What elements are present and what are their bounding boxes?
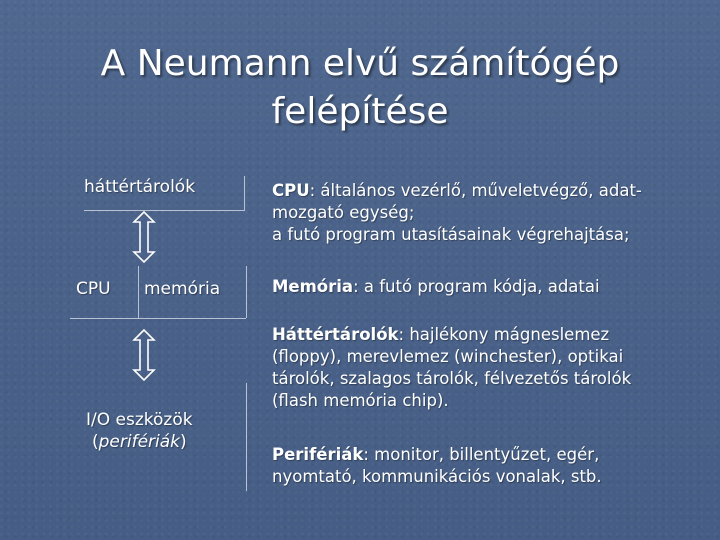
double-arrow-icon bbox=[132, 329, 156, 381]
memoria-description bbox=[272, 276, 692, 298]
cpu-memoria-divider bbox=[138, 266, 139, 318]
hattertarolok-desc-line1 bbox=[272, 324, 692, 346]
hattertarolok-desc-text1: : hajlékony mágneslemez bbox=[398, 325, 610, 344]
cpu-description bbox=[272, 180, 692, 246]
periferiak-description bbox=[272, 444, 692, 488]
hattertarolok-desc-line4: (flash memória chip). bbox=[272, 391, 449, 410]
hattertarolok-box bbox=[84, 176, 245, 211]
periferiak-close-paren: ) bbox=[180, 432, 187, 452]
periferiak-open-paren: ( bbox=[92, 432, 99, 452]
hattertarolok-desc-line2: (floppy), merevlemez (winchester), optikai bbox=[272, 347, 624, 366]
cpu-memoria-right-border bbox=[246, 266, 247, 318]
double-arrow-icon bbox=[132, 211, 156, 263]
slide-title bbox=[60, 40, 660, 136]
cpu-desc-text1: : általános vezérlő, műveletvégző, adat- bbox=[309, 181, 642, 200]
hattertarolok-term: Háttértárolók bbox=[272, 325, 399, 344]
periferiak-desc-text1: : monitor, billentyűzet, egér, bbox=[363, 445, 600, 464]
periferiak-italic: perifériák bbox=[98, 432, 181, 452]
cpu-label: CPU bbox=[76, 279, 111, 299]
hattertarolok-description bbox=[272, 324, 692, 412]
io-label: I/O eszközök bbox=[86, 410, 193, 430]
periferiak-term: Perifériák bbox=[272, 445, 364, 464]
periferiak-desc-line1 bbox=[272, 444, 692, 466]
memoria-term: Memória bbox=[272, 277, 354, 296]
hattertarolok-desc-line3: tárolók, szalagos tárolók, félvezetős tárolók bbox=[272, 369, 632, 388]
memoria-desc-text: : a futó program kódja, adatai bbox=[353, 277, 600, 296]
io-box-right-border bbox=[246, 383, 247, 491]
periferiak-diagram-label bbox=[92, 432, 187, 452]
memoria-desc-line bbox=[272, 276, 692, 298]
hattertarolok-label: háttértárolók bbox=[84, 177, 196, 197]
memoria-label: memória bbox=[144, 279, 221, 299]
cpu-desc-line2: mozgató egység; bbox=[272, 203, 415, 222]
cpu-term: CPU bbox=[272, 181, 310, 200]
slide-title-line2: felépítése bbox=[271, 91, 449, 132]
periferiak-desc-line2: nyomtató, kommunikációs vonalak, stb. bbox=[272, 467, 602, 486]
slide-title-line1: A Neumann elvű számítógép bbox=[100, 43, 620, 84]
cpu-desc-line3: a futó program utasításainak végrehajtása; bbox=[272, 225, 630, 244]
cpu-desc-line1 bbox=[272, 180, 692, 202]
